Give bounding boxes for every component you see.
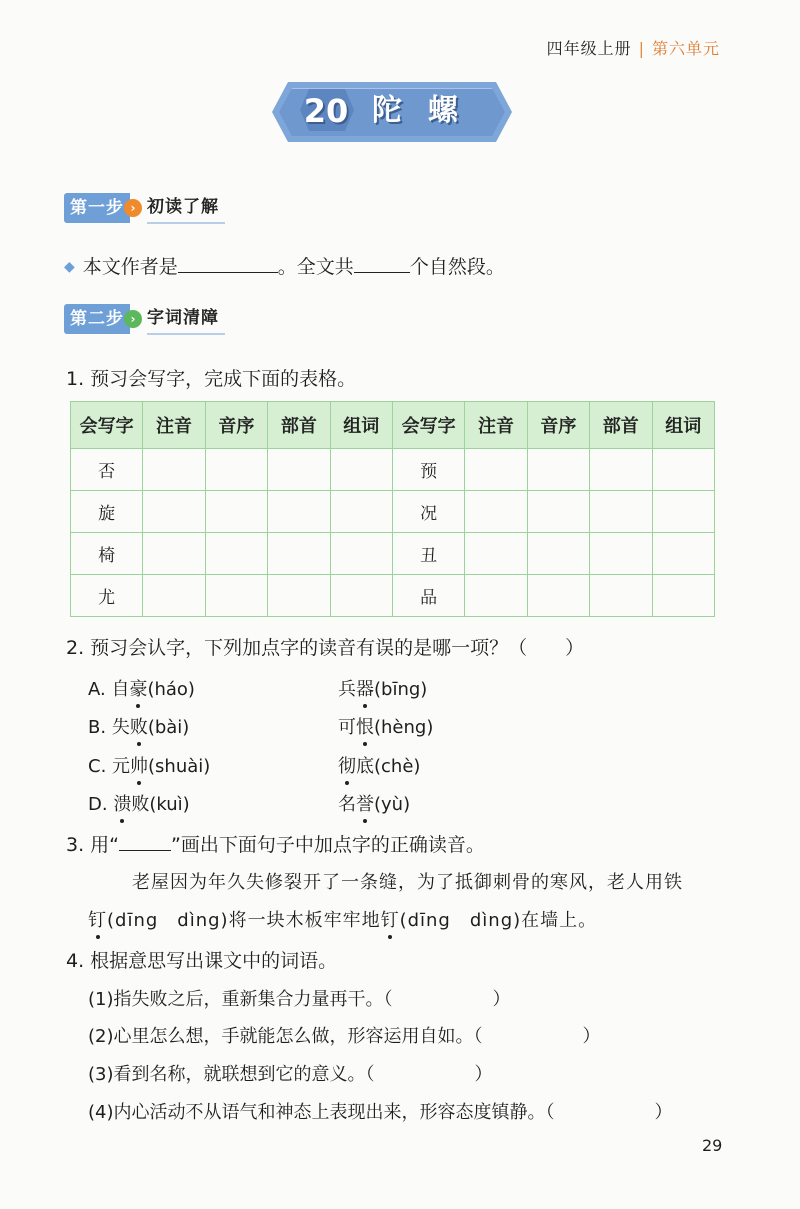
table-row bbox=[71, 449, 715, 491]
pinyin-cell[interactable] bbox=[143, 533, 205, 575]
col-header: 会写字 bbox=[71, 402, 143, 449]
option-c-word2 bbox=[338, 752, 420, 778]
lesson-title: 陀螺 bbox=[372, 93, 484, 128]
table-row bbox=[71, 491, 715, 533]
close-paren: ） bbox=[582, 1026, 601, 1047]
order-cell[interactable] bbox=[527, 491, 589, 533]
step-one-label: 第一步 bbox=[64, 193, 130, 223]
char-cell: 否 bbox=[71, 449, 143, 491]
pinyin-cell[interactable] bbox=[465, 533, 527, 575]
q4-item-2 bbox=[88, 1022, 601, 1048]
chevron-right-icon: › bbox=[124, 199, 142, 217]
dotted-char: 豪 bbox=[129, 675, 147, 701]
unit-label: 第六单元 bbox=[651, 39, 720, 58]
order-cell[interactable] bbox=[205, 491, 267, 533]
step-two-tag bbox=[64, 304, 225, 334]
radical-cell[interactable] bbox=[268, 449, 330, 491]
question-2: 2. 预习会认字，下列加点字的读音有误的是哪一项？（ ） bbox=[66, 637, 585, 659]
radical-cell[interactable] bbox=[590, 533, 652, 575]
option-d-word1[interactable] bbox=[88, 790, 190, 816]
lesson-number: 20 bbox=[303, 92, 349, 130]
word-part: 败 bbox=[131, 794, 150, 815]
radical-cell[interactable] bbox=[590, 449, 652, 491]
author-question-part1: 本文作者是 bbox=[82, 256, 178, 278]
char-cell: 椅 bbox=[71, 533, 143, 575]
col-header: 音序 bbox=[527, 402, 589, 449]
table-row bbox=[71, 575, 715, 617]
pinyin-cell[interactable] bbox=[143, 575, 205, 617]
author-question-part3: 个自然段。 bbox=[409, 256, 505, 278]
word-cell[interactable] bbox=[652, 491, 714, 533]
option-label: B. bbox=[88, 717, 107, 738]
option-b-word1[interactable] bbox=[88, 713, 189, 739]
option-d-word2 bbox=[338, 790, 410, 816]
char-cell: 丑 bbox=[392, 533, 464, 575]
pinyin-cell[interactable] bbox=[143, 491, 205, 533]
order-cell[interactable] bbox=[205, 575, 267, 617]
dotted-char: 溃 bbox=[113, 790, 131, 816]
sentence-part[interactable]: (dīng dìng)将一块木板牢牢地 bbox=[107, 910, 381, 931]
radical-cell[interactable] bbox=[268, 533, 330, 575]
dotted-char: 钉 bbox=[88, 906, 107, 932]
radical-cell[interactable] bbox=[268, 491, 330, 533]
page-header bbox=[547, 36, 720, 59]
step-one-title: 初读了解 bbox=[147, 192, 225, 224]
pinyin-cell[interactable] bbox=[465, 575, 527, 617]
word-cell[interactable] bbox=[330, 575, 392, 617]
word-part: 可 bbox=[338, 717, 356, 738]
word-cell[interactable] bbox=[330, 533, 392, 575]
word-cell[interactable] bbox=[330, 449, 392, 491]
q4-item-text: (4)内心活动不从语气和神态上表现出来，形容态度镇静。（ bbox=[88, 1102, 555, 1123]
sentence-line-1: 老屋因为年久失修裂开了一条缝，为了抵御刺骨的寒风，老人用铁 bbox=[132, 872, 683, 893]
option-a-word2 bbox=[338, 675, 427, 701]
dotted-char: 帅 bbox=[130, 752, 148, 778]
page-number: 29 bbox=[702, 1136, 723, 1155]
q4-item-text: (1)指失败之后，重新集合力量再干。（ bbox=[88, 989, 393, 1010]
word-cell[interactable] bbox=[652, 533, 714, 575]
option-label: D. bbox=[88, 794, 108, 815]
col-header: 注音 bbox=[465, 402, 527, 449]
header-separator: | bbox=[638, 39, 645, 58]
order-cell[interactable] bbox=[205, 449, 267, 491]
character-table bbox=[70, 401, 715, 617]
col-header: 注音 bbox=[143, 402, 205, 449]
option-label: A. bbox=[88, 679, 106, 700]
diamond-bullet-icon: ◆ bbox=[64, 259, 75, 275]
option-a-word1[interactable] bbox=[88, 675, 195, 701]
question-1: 1. 预习会写字，完成下面的表格。 bbox=[66, 368, 357, 390]
pinyin: (hèng) bbox=[374, 717, 434, 738]
word-cell[interactable] bbox=[652, 449, 714, 491]
dotted-char: 恨 bbox=[356, 713, 374, 739]
radical-cell[interactable] bbox=[590, 575, 652, 617]
question-3 bbox=[66, 830, 485, 857]
option-b-word2 bbox=[338, 713, 433, 739]
option-c-word1[interactable] bbox=[88, 752, 210, 778]
sentence-part[interactable]: (dīng dìng)在墙上。 bbox=[399, 910, 598, 931]
dotted-char: 败 bbox=[130, 713, 148, 739]
order-cell[interactable] bbox=[205, 533, 267, 575]
pinyin: (shuài) bbox=[148, 756, 211, 777]
dotted-char: 彻 bbox=[338, 752, 356, 778]
col-header: 音序 bbox=[205, 402, 267, 449]
table-row bbox=[71, 533, 715, 575]
q4-item-4 bbox=[88, 1098, 673, 1124]
pinyin: (háo) bbox=[147, 679, 195, 700]
step-two-label: 第二步 bbox=[64, 304, 130, 334]
dotted-char: 器 bbox=[356, 675, 374, 701]
col-header: 部首 bbox=[590, 402, 652, 449]
underline-sample bbox=[119, 838, 171, 851]
q4-item-text: (3)看到名称，就联想到它的意义。（ bbox=[88, 1064, 375, 1085]
grade-label: 四年级上册 bbox=[546, 39, 632, 58]
word-part: 兵 bbox=[338, 679, 356, 700]
chevron-right-icon: › bbox=[124, 310, 142, 328]
char-cell: 况 bbox=[392, 491, 464, 533]
char-cell: 品 bbox=[392, 575, 464, 617]
char-cell: 预 bbox=[392, 449, 464, 491]
word-part: 名 bbox=[338, 794, 356, 815]
q4-item-text: (2)心里怎么想，手就能怎么做，形容运用自如。（ bbox=[88, 1026, 483, 1047]
radical-cell[interactable] bbox=[268, 575, 330, 617]
pinyin: (yù) bbox=[374, 794, 411, 815]
close-paren: ） bbox=[492, 989, 511, 1010]
pinyin: (chè) bbox=[374, 756, 421, 777]
col-header: 组词 bbox=[330, 402, 392, 449]
step-one-tag bbox=[64, 193, 225, 223]
dotted-char: 誉 bbox=[356, 790, 374, 816]
col-header: 组词 bbox=[652, 402, 714, 449]
pinyin-cell[interactable] bbox=[465, 491, 527, 533]
word-part: 底 bbox=[356, 756, 374, 777]
pinyin-cell[interactable] bbox=[465, 449, 527, 491]
option-label: C. bbox=[88, 756, 107, 777]
radical-cell[interactable] bbox=[590, 491, 652, 533]
question-4: 4. 根据意思写出课文中的词语。 bbox=[66, 950, 338, 972]
author-blank[interactable] bbox=[178, 254, 278, 273]
pinyin: (bīng) bbox=[374, 679, 428, 700]
word-cell[interactable] bbox=[652, 575, 714, 617]
question-3-part1: 3. 用“ bbox=[66, 834, 120, 856]
step-two-title: 字词清障 bbox=[147, 303, 225, 335]
col-header: 部首 bbox=[268, 402, 330, 449]
close-paren: ） bbox=[474, 1064, 493, 1085]
author-question-part2: 。全文共 bbox=[277, 256, 354, 278]
order-cell[interactable] bbox=[527, 449, 589, 491]
order-cell[interactable] bbox=[527, 533, 589, 575]
dotted-char: 钉 bbox=[381, 906, 400, 932]
q4-item-1 bbox=[88, 985, 511, 1011]
close-paren: ） bbox=[654, 1102, 673, 1123]
pinyin: (kuì) bbox=[149, 794, 190, 815]
table-header-row bbox=[71, 402, 715, 449]
q4-item-3 bbox=[88, 1060, 493, 1086]
sentence-line-2 bbox=[88, 906, 597, 932]
pinyin-cell[interactable] bbox=[143, 449, 205, 491]
char-cell: 旋 bbox=[71, 491, 143, 533]
order-cell[interactable] bbox=[527, 575, 589, 617]
char-cell: 尤 bbox=[71, 575, 143, 617]
word-part: 自 bbox=[111, 679, 130, 700]
pinyin: (bài) bbox=[147, 717, 190, 738]
word-part: 元 bbox=[112, 756, 131, 777]
question-3-part2: ”画出下面句子中加点字的正确读音。 bbox=[171, 834, 485, 856]
word-part: 失 bbox=[111, 717, 130, 738]
author-question bbox=[64, 252, 505, 279]
word-cell[interactable] bbox=[330, 491, 392, 533]
col-header: 会写字 bbox=[392, 402, 464, 449]
paragraph-count-blank[interactable] bbox=[354, 254, 410, 273]
